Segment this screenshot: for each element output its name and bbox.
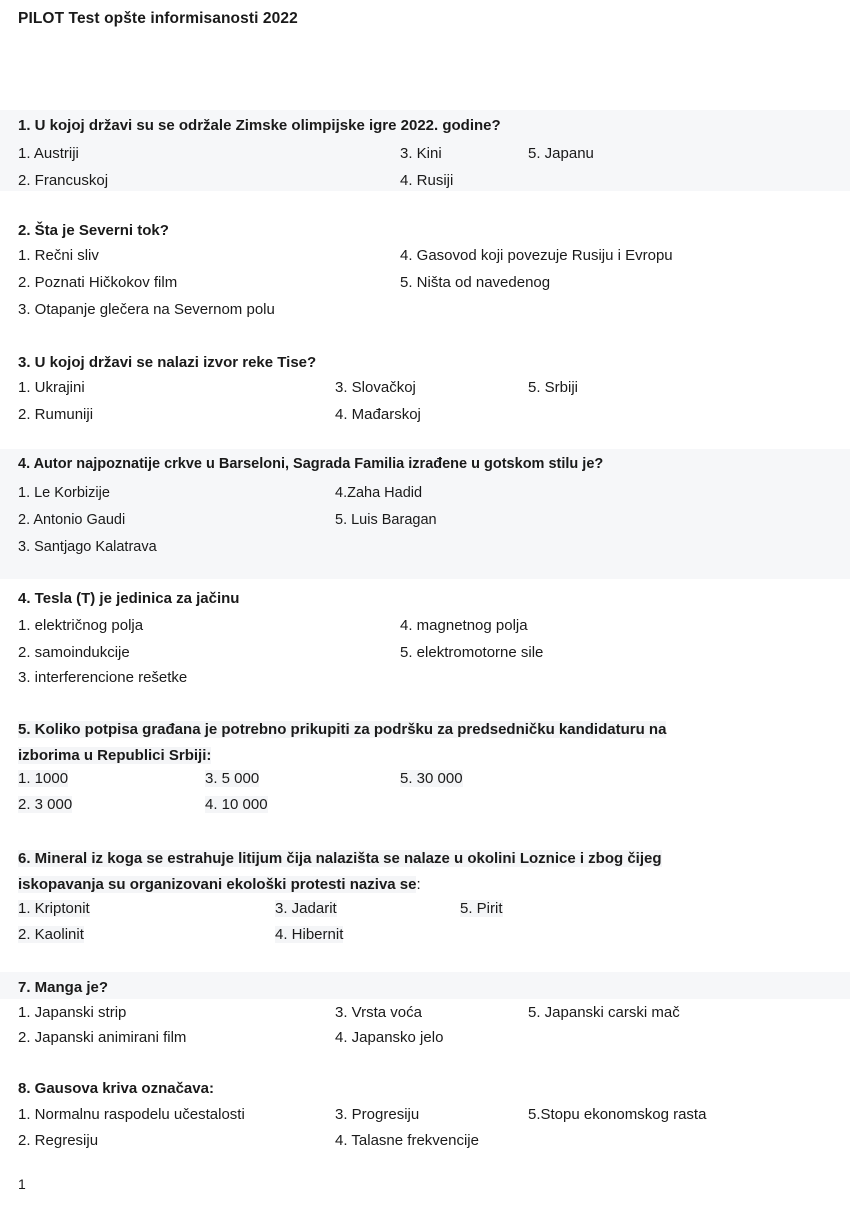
- question-4b-text: 4. Tesla (T) je jedinica za jačinu: [18, 590, 240, 607]
- question-1-text: 1. U kojoj državi su se održale Zimske olimpijske igre 2022. godine?: [18, 117, 501, 134]
- question-5-text-line2: [18, 743, 211, 768]
- question-3-option-4[interactable]: 4. Mađarskoj: [335, 406, 421, 423]
- question-5-option-4-label: 4. 10 000: [205, 796, 268, 813]
- question-4b-option-2[interactable]: 2. samoindukcije: [18, 644, 130, 661]
- question-2-option-5[interactable]: 5. Ništa od navedenog: [400, 274, 551, 291]
- question-8-text: 8. Gausova kriva označava:: [18, 1080, 214, 1097]
- question-4a-text: 4. Autor najpoznatije crkve u Barseloni, Sagrada Familia izrađene u gotskom stilu je?: [18, 456, 604, 472]
- page-number: 1: [18, 1176, 26, 1192]
- question-6-option-4[interactable]: [275, 922, 343, 947]
- question-5-line1-label: 5. Koliko potpisa građana je potrebno prikupiti za podršku za predsedničku kandidaturu na: [18, 721, 667, 738]
- question-5-option-5[interactable]: [400, 766, 463, 791]
- question-8-option-4[interactable]: 4. Talasne frekvencije: [335, 1132, 479, 1149]
- question-3-option-1[interactable]: 1. Ukrajini: [18, 379, 85, 396]
- question-8-option-5[interactable]: 5.Stopu ekonomskog rasta: [528, 1106, 707, 1123]
- question-4a-option-3[interactable]: 3. Santjago Kalatrava: [18, 539, 157, 555]
- question-2-option-2[interactable]: 2. Poznati Hičkokov film: [18, 274, 178, 291]
- page-title: PILOT Test opšte informisanosti 2022: [18, 10, 298, 27]
- question-4b-option-5[interactable]: 5. elektromotorne sile: [400, 644, 544, 661]
- question-8-option-3[interactable]: 3. Progresiju: [335, 1106, 420, 1123]
- question-3-text: 3. U kojoj državi se nalazi izvor reke Tise?: [18, 354, 317, 371]
- question-4b-option-3[interactable]: 3. interferencione rešetke: [18, 669, 188, 686]
- question-6-option-3-label: 3. Jadarit: [275, 900, 337, 917]
- question-4a-option-2[interactable]: 2. Antonio Gaudi: [18, 512, 126, 528]
- question-5-text-line1: [18, 717, 666, 742]
- question-6-text-line1: [18, 846, 662, 871]
- question-5-option-4[interactable]: [205, 792, 268, 817]
- question-3-option-3[interactable]: 3. Slovačkoj: [335, 379, 416, 396]
- question-1-option-3[interactable]: 3. Kini: [400, 145, 442, 162]
- question-6-option-2-label: 2. Kaolinit: [18, 926, 84, 943]
- question-6-text-line2: [18, 872, 421, 897]
- question-7-text: 7. Manga je?: [18, 979, 109, 996]
- question-6-option-2[interactable]: [18, 922, 84, 947]
- question-1-option-2[interactable]: 2. Francuskoj: [18, 172, 109, 189]
- question-7-option-4[interactable]: 4. Japansko jelo: [335, 1029, 444, 1046]
- question-6-line1-label: 6. Mineral iz koga se estrahuje litijum čija nalazišta se nalaze u okolini Loznice i zbog čijeg: [18, 850, 662, 867]
- question-7-option-2[interactable]: 2. Japanski animirani film: [18, 1029, 187, 1046]
- question-6-option-1[interactable]: [18, 896, 90, 921]
- question-6-option-1-label: 1. Kriptonit: [18, 900, 90, 917]
- question-2-option-4[interactable]: 4. Gasovod koji povezuje Rusiju i Evropu: [400, 247, 673, 264]
- question-4a-option-1[interactable]: 1. Le Korbizije: [18, 485, 110, 501]
- question-6-line2-label: iskopavanja su organizovani ekološki protesti naziva se: [18, 876, 417, 893]
- question-5-line2-label: izborima u Republici Srbiji:: [18, 747, 212, 764]
- question-5-option-2-label: 2. 3 000: [18, 796, 73, 813]
- question-7-option-1[interactable]: 1. Japanski strip: [18, 1004, 127, 1021]
- question-2-text: 2. Šta je Severni tok?: [18, 222, 169, 239]
- question-5-option-1-label: 1. 1000: [18, 770, 69, 787]
- question-6-option-4-label: 4. Hibernit: [275, 926, 344, 943]
- question-8-option-2[interactable]: 2. Regresiju: [18, 1132, 99, 1149]
- question-2-option-1[interactable]: 1. Rečni sliv: [18, 247, 99, 264]
- question-3-option-2[interactable]: 2. Rumuniji: [18, 406, 94, 423]
- question-1-option-5[interactable]: 5. Japanu: [528, 145, 594, 162]
- question-6-option-5-label: 5. Pirit: [460, 900, 503, 917]
- question-4a-option-5[interactable]: 5. Luis Baragan: [335, 512, 437, 528]
- question-8-option-1[interactable]: 1. Normalnu raspodelu učestalosti: [18, 1106, 245, 1123]
- question-6-option-5[interactable]: [460, 896, 503, 921]
- question-5-option-3[interactable]: [205, 766, 259, 791]
- question-2-option-3[interactable]: 3. Otapanje glečera na Severnom polu: [18, 301, 275, 318]
- question-5-option-3-label: 3. 5 000: [205, 770, 260, 787]
- question-5-option-5-label: 5. 30 000: [400, 770, 463, 787]
- question-1-option-1[interactable]: 1. Austriji: [18, 145, 79, 162]
- question-4b-option-4[interactable]: 4. magnetnog polja: [400, 617, 528, 634]
- question-1-option-4[interactable]: 4. Rusiji: [400, 172, 454, 189]
- question-5-option-1[interactable]: [18, 766, 68, 791]
- question-7-option-3[interactable]: 3. Vrsta voća: [335, 1004, 422, 1021]
- question-6-line2-colon: :: [416, 876, 421, 893]
- question-6-option-3[interactable]: [275, 896, 337, 921]
- question-3-option-5[interactable]: 5. Srbiji: [528, 379, 579, 396]
- question-7-option-5[interactable]: 5. Japanski carski mač: [528, 1004, 680, 1021]
- question-4b-option-1[interactable]: 1. električnog polja: [18, 617, 144, 634]
- question-7-band: [0, 972, 850, 999]
- question-4a-option-4[interactable]: 4.Zaha Hadid: [335, 485, 423, 501]
- question-5-option-2[interactable]: [18, 792, 72, 817]
